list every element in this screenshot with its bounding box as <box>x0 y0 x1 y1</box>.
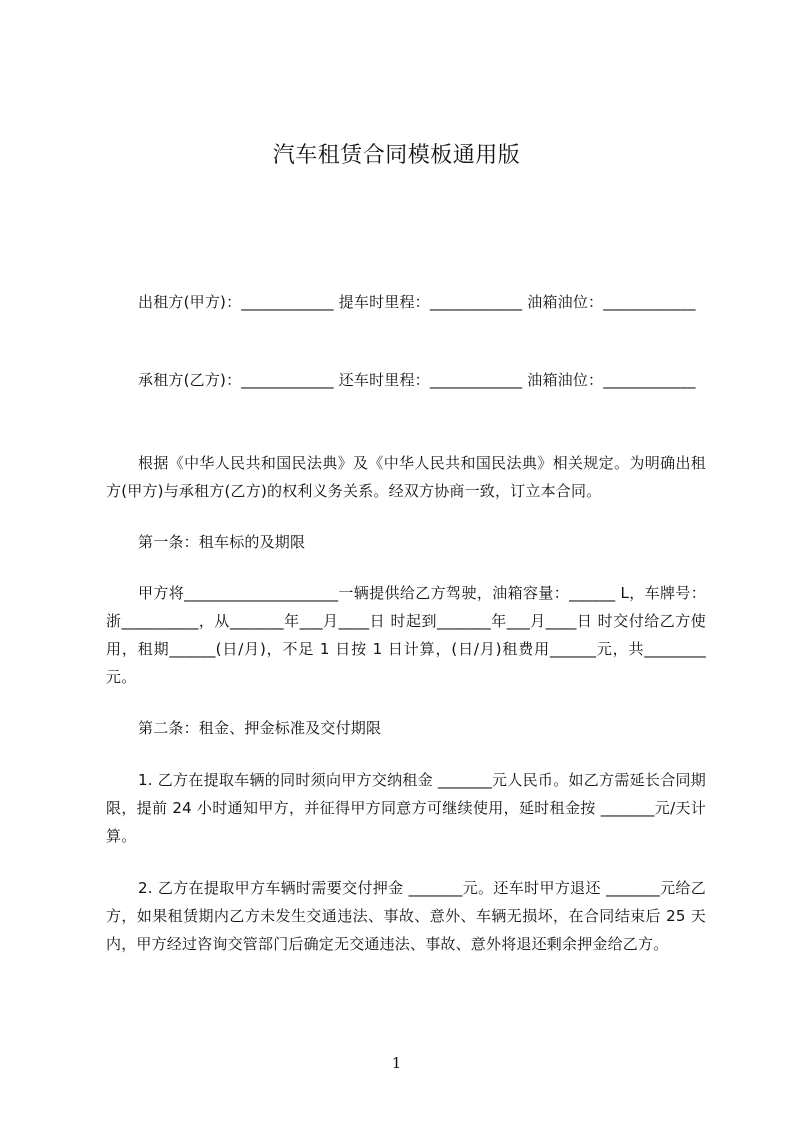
preamble-paragraph: 根据《中华人民共和国民法典》及《中华人民共和国民法典》相关规定。为明确出租方(甲方)与承租方(乙方)的权利义务关系。经双方协商一致，订立本合同。 <box>106 454 706 500</box>
document-title: 汽车租赁合同模板通用版 <box>272 143 521 168</box>
party-a-line: 出租方(甲方)：____________ 提车时里程：____________ 油箱油位：____________ <box>138 293 696 311</box>
page-number: 1 <box>391 1054 402 1072</box>
article-1-body: 甲方将____________________一辆提供给乙方驾驶，油箱容量：______ L，车牌号：浙__________，从_______年___月____日 时起到_______年___月____日 时交付给乙方使用，租期______(日/月)，不足 1 日按 1 日计算，(日/月)租费用______元，共________元。 <box>106 584 706 686</box>
article-2-item-1: 1. 乙方在提取车辆的同时须向甲方交纳租金 _______元人民币。如乙方需延长合同期限，提前 24 小时通知甲方，并征得甲方同意方可继续使用，延时租金按 _______元/天计算。 <box>106 771 706 845</box>
party-b-line: 承租方(乙方)：____________ 还车时里程：____________ 油箱油位：____________ <box>138 371 696 389</box>
article-1-heading: 第一条：租车标的及期限 <box>138 533 306 551</box>
article-2-heading: 第二条：租金、押金标准及交付期限 <box>138 719 382 737</box>
article-2-item-2: 2. 乙方在提取甲方车辆时需要交付押金 _______元。还车时甲方退还 _______元给乙方，如果租赁期内乙方未发生交通违法、事故、意外、车辆无损坏，在合同结束后 25 天内，甲方经过咨询交管部门后确定无交通违法、事故、意外将退还剩余押金给乙方。 <box>106 879 706 953</box>
